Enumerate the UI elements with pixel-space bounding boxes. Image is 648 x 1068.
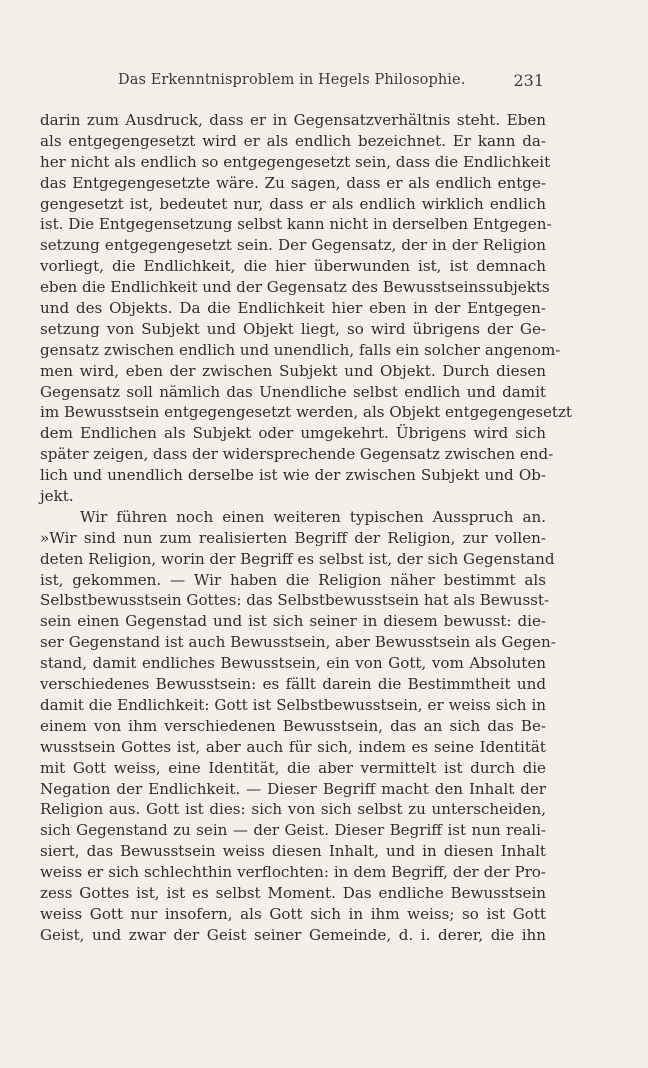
text-line: Gegensatz soll nämlich das Unendliche selbst endlich und damit <box>40 382 546 401</box>
text-line: mit Gott weiss, eine Identität, die aber vermittelt ist durch die <box>40 758 546 777</box>
text-line: damit die Endlichkeit: Gott ist Selbstbewusstsein, er weiss sich in <box>40 695 546 714</box>
page-number: 231 <box>513 71 544 90</box>
text-line: weiss Gott nur insofern, als Gott sich in ihm weiss; so ist Gott <box>40 904 546 923</box>
text-line: her nicht als endlich so entgegengesetzt sein, dass die Endlichkeit <box>40 152 551 171</box>
text-line: setzung entgegengesetzt sein. Der Gegensatz, der in der Religion <box>40 236 546 255</box>
text-line: Negation der Endlichkeit. — Dieser Begriff macht den Inhalt der <box>40 779 546 798</box>
text-line: gengesetzt ist, bedeutet nur, dass er als endlich wirklich endlich <box>40 194 546 213</box>
text-line: später zeigen, dass der widersprechende Gegensatz zwischen end- <box>40 445 554 464</box>
text-line: ser Gegenstand ist auch Bewusstsein, aber Bewusstsein als Gegen- <box>40 633 556 652</box>
text-line: Selbstbewusstsein Gottes: das Selbstbewusstsein hat als Bewusst- <box>40 591 550 610</box>
text-line: lich und unendlich derselbe ist wie der zwischen Subjekt und Ob- <box>40 466 546 485</box>
page-header <box>40 72 544 94</box>
text-line: setzung von Subjekt und Objekt liegt, so wird übrigens der Ge- <box>40 319 546 338</box>
text-line: Geist, und zwar der Geist seiner Gemeinde, d. i. derer, die ihn <box>40 925 546 944</box>
text-line: Religion aus. Gott ist dies: sich von sich selbst zu unterscheiden, <box>40 800 546 819</box>
text-line: vorliegt, die Endlichkeit, die hier überwunden ist, ist demnach <box>40 257 546 276</box>
text-line: ist, gekommen. — Wir haben die Religion näher bestimmt als <box>40 570 546 589</box>
text-line: als entgegengesetzt wird er als endlich bezeichnet. Er kann da- <box>40 131 546 150</box>
text-line: zess Gottes ist, ist es selbst Moment. Das endliche Bewusstsein <box>40 883 546 902</box>
text-line: ist. Die Entgegensetzung selbst kann nicht in derselben Entgegen- <box>40 215 552 234</box>
text-line: sein einen Gegenstad und ist sich seiner in diesem bewusst: die- <box>40 612 546 631</box>
text-line: »Wir sind nun zum realisierten Begriff der Religion, zur vollen- <box>40 528 546 547</box>
text-line: einem von ihm verschiedenen Bewusstsein, das an sich das Be- <box>40 716 546 735</box>
text-line: gensatz zwischen endlich und unendlich, falls ein solcher angenom- <box>40 340 561 359</box>
text-line: stand, damit endliches Bewusstsein, ein von Gott, vom Absoluten <box>40 654 546 673</box>
text-line: deten Religion, worin der Begriff es selbst ist, der sich Gegenstand <box>40 549 555 568</box>
text-line-paragraph-end: jekt. <box>40 487 74 506</box>
text-line: dem Endlichen als Subjekt oder umgekehrt. Übrigens wird sich <box>40 424 546 443</box>
running-title: Das Erkenntnisproblem in Hegels Philosophie. <box>118 72 466 88</box>
text-line: wusstsein Gottes ist, aber auch für sich, indem es seine Identität <box>40 737 546 756</box>
text-line: darin zum Ausdruck, dass er in Gegensatzverhältnis steht. Eben <box>40 111 546 129</box>
text-line: sich Gegenstand zu sein — der Geist. Dieser Begriff ist nun reali- <box>40 821 546 840</box>
text-line: im Bewusstsein entgegengesetzt werden, als Objekt entgegengesetzt <box>40 403 572 422</box>
text-line: verschiedenes Bewusstsein: es fällt darein die Bestimmtheit und <box>40 675 546 694</box>
text-line: das Entgegengesetzte wäre. Zu sagen, dass er als endlich entge- <box>40 173 546 192</box>
text-line-paragraph-start: Wir führen noch einen weiteren typischen Ausspruch an. <box>80 507 546 526</box>
text-line: siert, das Bewusstsein weiss diesen Inhalt, und in diesen Inhalt <box>40 842 546 861</box>
text-line: weiss er sich schlechthin verflochten: in dem Begriff, der der Pro- <box>40 863 546 882</box>
text-line: eben die Endlichkeit und der Gegensatz des Bewusstseinssubjekts <box>40 278 550 297</box>
text-line: men wird, eben der zwischen Subjekt und Objekt. Durch diesen <box>40 361 546 380</box>
text-line: und des Objekts. Da die Endlichkeit hier eben in der Entgegen- <box>40 299 546 318</box>
body-text <box>40 110 572 946</box>
